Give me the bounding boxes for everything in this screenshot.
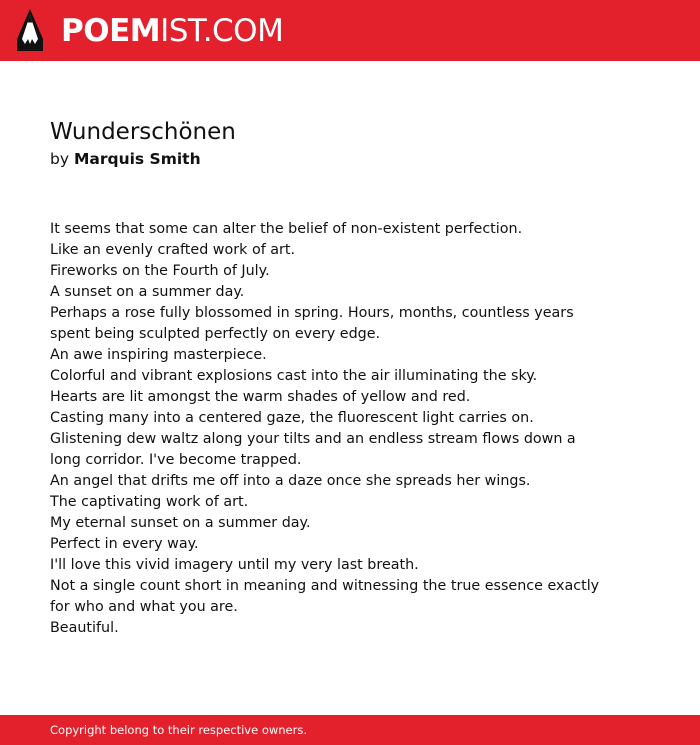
poem-title: Wunderschönen <box>50 119 236 145</box>
poem-line: Casting many into a centered gaze, the fluorescent light carries on. <box>50 410 534 426</box>
author-name: Marquis Smith <box>73 150 201 168</box>
poem-line: An awe inspiring masterpiece. <box>50 347 267 363</box>
poem-line: Hearts are lit amongst the warm shades of yellow and red. <box>50 389 471 405</box>
poem-line: I'll love this vivid imagery until my very last breath. <box>50 557 419 573</box>
poem-line: Like an evenly crafted work of art. <box>50 242 296 258</box>
poem-line: long corridor. I've become trapped. <box>50 452 302 468</box>
poem-line: A sunset on a summer day. <box>50 284 245 300</box>
poem-body <box>50 219 630 639</box>
by-label: by <box>50 150 70 168</box>
poem-line: It seems that some can alter the belief of non-existent perfection. <box>50 221 523 237</box>
poem-byline <box>50 148 201 170</box>
poem-line: Glistening dew waltz along your tilts and an endless stream flows down a <box>50 431 576 447</box>
poem-line: The captivating work of art. <box>50 494 249 510</box>
pencil-tip-icon[interactable] <box>17 9 43 51</box>
poem-line: Fireworks on the Fourth of July. <box>50 263 270 279</box>
poem-line: spent being sculpted perfectly on every edge. <box>50 326 381 342</box>
site-logo[interactable] <box>61 13 283 49</box>
poem-line: Beautiful. <box>50 620 119 636</box>
poem-line: Not a single count short in meaning and witnessing the true essence exactly <box>50 578 600 594</box>
logo-light-text: IST.COM <box>160 13 284 49</box>
poem-line: Perfect in every way. <box>50 536 199 552</box>
poem-line: Colorful and vibrant explosions cast into the air illuminating the sky. <box>50 368 538 384</box>
poem-line: An angel that drifts me off into a daze once she spreads her wings. <box>50 473 531 489</box>
poem-line: Perhaps a rose fully blossomed in spring. Hours, months, countless years <box>50 305 574 321</box>
copyright-notice: Copyright belong to their respective owners. <box>50 723 308 737</box>
site-footer <box>0 715 700 745</box>
poem-line: for who and what you are. <box>50 599 238 615</box>
poem-line: My eternal sunset on a summer day. <box>50 515 311 531</box>
logo-bold-text: POEM <box>61 13 161 49</box>
site-header <box>0 0 700 61</box>
